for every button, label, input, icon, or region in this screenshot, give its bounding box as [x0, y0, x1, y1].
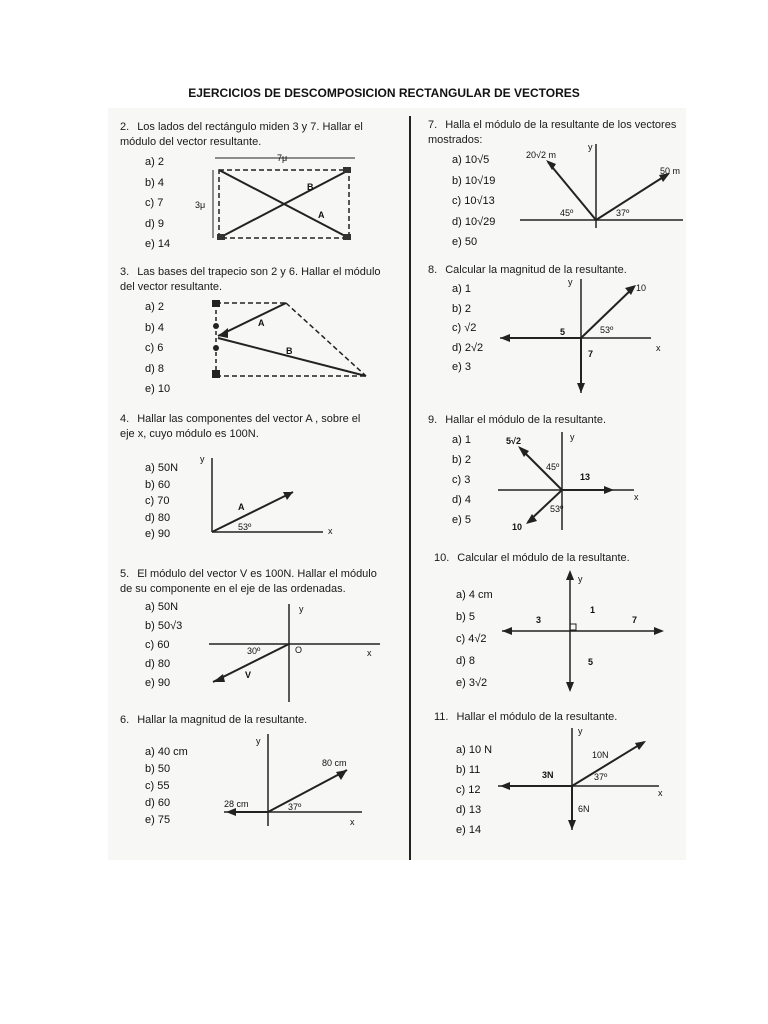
exercise-5: [120, 567, 400, 597]
option-e: e) 10: [145, 383, 171, 395]
axis-y-label: y: [578, 726, 583, 736]
axis-x-label: x: [367, 648, 372, 658]
angle-label: 53º: [238, 522, 252, 532]
exercise-10: [434, 551, 686, 566]
exercise-2-question: [120, 120, 400, 150]
option-a: a) 50N: [145, 601, 179, 613]
axis-x-label: x: [656, 343, 661, 353]
option-d: d) 2√2: [452, 341, 484, 354]
option-c: c) 7: [145, 197, 164, 209]
axis-y-label: y: [299, 604, 304, 614]
option-c: c) 3: [452, 474, 471, 486]
option-e: e) 5: [452, 514, 471, 526]
figure-vectors-11: [494, 722, 669, 832]
figure-vector-a: [198, 452, 343, 538]
question-text: Hallar el módulo de la resultante.: [445, 414, 606, 426]
option-b: b) 60: [145, 478, 171, 491]
axis-y-label: y: [200, 454, 205, 464]
vector-20-label: 20√2 m: [526, 150, 556, 160]
vector-3n-label: 3N: [542, 770, 554, 780]
option-a: a) 1: [452, 283, 471, 295]
vector-7-label: 7: [632, 615, 638, 625]
exercise-number: 8.: [428, 264, 438, 276]
label-a: A: [318, 210, 325, 220]
question-text: Calcular la magnitud de la resultante.: [445, 264, 627, 276]
exercise-6-question: [120, 713, 400, 728]
angle-45-label: 45º: [560, 208, 574, 218]
figure-vectors-6: [222, 730, 372, 830]
angle-label: 37º: [288, 802, 302, 812]
vector-10-label: 10: [512, 522, 523, 532]
option-e: e) 14: [456, 824, 482, 836]
vector-13-label: 13: [580, 472, 591, 482]
exercise-4-options: [145, 460, 178, 543]
label-7: 7μ: [277, 153, 288, 163]
page-title: EJERCICIOS DE DESCOMPOSICION RECTANGULAR DE VECTORES: [188, 86, 580, 100]
figure-vector-v: [205, 600, 380, 705]
exercise-9: [428, 413, 686, 428]
option-a: a) 4 cm: [456, 589, 493, 601]
figure-vectors-10: [500, 568, 670, 693]
exercise-10-options: [456, 584, 493, 694]
exercise-number: 2.: [120, 121, 130, 133]
figure-vectors-8: [496, 275, 676, 395]
exercise-6: [120, 713, 400, 728]
exercise-number: 9.: [428, 414, 438, 426]
figure-trapezoid: [208, 298, 373, 383]
option-d: d) 10√29: [452, 215, 496, 228]
label-3: 3μ: [195, 200, 206, 210]
option-e: e) 90: [145, 677, 171, 689]
exercise-3-options: [145, 297, 170, 400]
figure-vectors-7: [518, 140, 683, 235]
option-d: d) 8: [456, 655, 475, 667]
exercise-6-options: [145, 744, 188, 829]
exercise-number: 6.: [120, 714, 130, 726]
option-b: b) 11: [456, 764, 481, 776]
option-c: c) 4√2: [456, 633, 487, 645]
option-d: d) 4: [452, 494, 471, 506]
option-c: c) 55: [145, 780, 170, 792]
label-a: A: [238, 502, 245, 512]
angle-45-label: 45º: [546, 462, 560, 472]
option-e: e) 75: [145, 814, 171, 826]
exercise-11-options: [456, 740, 492, 840]
option-c: c) 12: [456, 784, 481, 796]
option-c: c) √2: [452, 322, 477, 334]
option-e: e) 50: [452, 236, 478, 248]
exercise-number: 4.: [120, 413, 130, 425]
option-a: a) 2: [145, 156, 164, 168]
label-v: V: [245, 670, 252, 680]
angle-label: 37º: [594, 772, 608, 782]
exercise-4: [120, 412, 400, 442]
origin-label: O: [295, 645, 303, 655]
vector-80-label: 80 cm: [322, 758, 347, 768]
option-d: d) 80: [145, 658, 171, 670]
exercise-9-options: [452, 430, 471, 530]
option-d: d) 80: [145, 511, 171, 524]
axis-y-label: y: [578, 574, 583, 584]
question-text: Halla el módulo de la resultante de los vectores mostrados:: [428, 119, 677, 146]
option-b: b) 2: [452, 302, 471, 315]
axis-x-label: x: [350, 817, 355, 827]
angle-37-label: 37º: [616, 208, 630, 218]
exercise-number: 5.: [120, 568, 130, 580]
option-a: a) 2: [145, 301, 164, 313]
option-e: e) 90: [145, 528, 171, 540]
axis-y-label: y: [588, 142, 593, 152]
question-text: Los lados del rectángulo miden 3 y 7. Hallar el módulo del vector resultante.: [120, 121, 363, 148]
option-b: b) 2: [452, 454, 471, 466]
vector-50-label: 50 m: [660, 166, 681, 176]
exercise-4-question: [120, 412, 400, 442]
exercise-3-question: [120, 265, 400, 295]
option-e: e) 3√2: [456, 677, 488, 689]
vector-10n-label: 10N: [592, 750, 609, 760]
exercise-2: [120, 120, 400, 150]
exercise-5-question: [120, 567, 400, 597]
exercise-2-options: [145, 152, 170, 255]
exercise-number: 10.: [434, 552, 450, 564]
vector-1-label: 1: [590, 605, 596, 615]
option-c: c) 60: [145, 639, 170, 651]
option-a: a) 10 N: [456, 744, 493, 756]
exercise-number: 3.: [120, 266, 130, 278]
column-divider: [409, 116, 411, 860]
vector-28-label: 28 cm: [224, 799, 249, 809]
figure-rectangle: [195, 150, 365, 245]
angle-label: 30º: [247, 646, 261, 656]
exercise-9-question: [428, 413, 686, 428]
option-a: a) 10√5: [452, 154, 490, 166]
label-b: B: [286, 346, 293, 356]
option-a: a) 50N: [145, 462, 179, 474]
option-d: d) 13: [456, 804, 482, 816]
question-text: Hallar las componentes del vector A , sobre el eje x, cuyo módulo es 100N.: [120, 413, 361, 440]
option-b: b) 4: [145, 176, 164, 189]
option-b: b) 50: [145, 763, 171, 775]
angle-53-label: 53º: [550, 504, 564, 514]
option-b: b) 50√3: [145, 620, 183, 632]
figure-vectors-9: [494, 430, 654, 535]
exercise-10-question: [434, 551, 686, 566]
exercise-5-options: [145, 598, 182, 693]
exercise-number: 11.: [434, 711, 449, 723]
option-d: d) 9: [145, 217, 164, 230]
exercise-8-options: [452, 280, 483, 378]
axis-x-label: x: [634, 492, 639, 502]
option-e: e) 14: [145, 238, 171, 250]
axis-y-label: y: [568, 277, 573, 287]
question-text: Calcular el módulo de la resultante.: [457, 552, 630, 564]
option-a: a) 40 cm: [145, 746, 188, 758]
option-a: a) 1: [452, 434, 471, 446]
vector-3-label: 3: [536, 615, 542, 625]
option-c: c) 10√13: [452, 195, 495, 207]
question-text: Hallar el módulo de la resultante.: [456, 711, 618, 723]
option-b: b) 10√19: [452, 174, 496, 187]
option-b: b) 4: [145, 321, 164, 334]
vector-10-label: 10: [636, 283, 647, 293]
question-text: Hallar la magnitud de la resultante.: [137, 714, 308, 726]
option-d: d) 8: [145, 362, 164, 375]
vector-5-label: 5: [588, 657, 594, 667]
label-a: A: [258, 318, 265, 328]
option-c: c) 70: [145, 495, 170, 507]
question-text: Las bases del trapecio son 2 y 6. Hallar el módulo del vector resultante.: [120, 266, 381, 293]
label-b: B: [307, 182, 314, 192]
option-e: e) 3: [452, 361, 471, 373]
axis-y-label: y: [570, 432, 575, 442]
vector-6n-label: 6N: [578, 804, 590, 814]
question-text: El módulo del vector V es 100N. Hallar el módulo de su componente en el eje de las ordenadas.: [120, 568, 377, 595]
vector-7-label: 7: [588, 349, 594, 359]
axis-x-label: x: [328, 526, 333, 536]
vector-5-label: 5: [560, 327, 566, 337]
axis-y-label: y: [256, 736, 261, 746]
option-d: d) 60: [145, 797, 171, 809]
exercise-number: 7.: [428, 119, 438, 131]
exercise-7-options: [452, 150, 495, 253]
axis-x-label: x: [658, 788, 663, 798]
angle-label: 53º: [600, 325, 614, 335]
option-b: b) 5: [456, 611, 475, 623]
vector-5root2-label: 5√2: [506, 436, 521, 446]
option-c: c) 6: [145, 342, 164, 354]
exercise-3: [120, 265, 400, 295]
